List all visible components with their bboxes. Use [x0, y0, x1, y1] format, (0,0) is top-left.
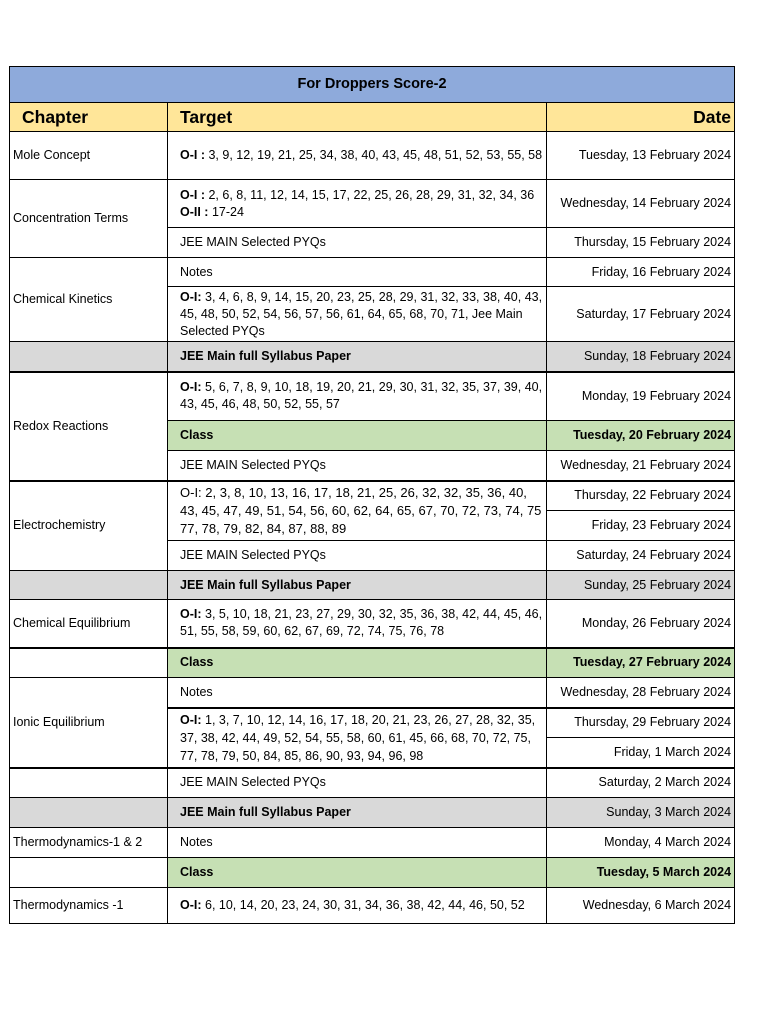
- chapter-cell: Ionic Equilibrium: [10, 678, 168, 768]
- target-text: 17-24: [208, 204, 244, 219]
- date-cell: Wednesday, 14 February 2024: [547, 180, 735, 228]
- target-text: 3, 4, 6, 8, 9, 14, 15, 20, 23, 25, 28, 29, 31, 32, 33, 38, 40, 43, 45, 48, 50, 52, 54, 56, 57, 56, 61, 64, 65, 68, 70, 71, Jee Main Selected PYQs: [180, 289, 543, 338]
- target-prefix: O-II :: [180, 204, 209, 219]
- table-row: [10, 342, 735, 372]
- date-cell: Wednesday, 28 February 2024: [547, 678, 735, 708]
- table-row: [10, 600, 735, 648]
- target-prefix: O-I:: [180, 607, 202, 622]
- date-cell: Tuesday, 5 March 2024: [547, 858, 735, 888]
- date-cell: Thursday, 29 February 2024: [547, 708, 735, 738]
- date-cell: Sunday, 3 March 2024: [547, 798, 735, 828]
- table-row: [10, 888, 735, 924]
- target-prefix: O-I :: [180, 187, 205, 202]
- table-row: [10, 571, 735, 600]
- chapter-cell: [10, 858, 168, 888]
- header-chapter: Chapter: [10, 103, 168, 132]
- date-cell: Friday, 23 February 2024: [547, 511, 735, 541]
- target-text: 5, 6, 7, 8, 9, 10, 18, 19, 20, 21, 29, 30, 31, 32, 35, 37, 39, 40, 43, 45, 46, 48, 50, 52, 55, 57: [180, 380, 543, 412]
- target-cell: [168, 600, 547, 648]
- target-cell: [168, 708, 547, 768]
- date-cell: Wednesday, 6 March 2024: [547, 888, 735, 924]
- chapter-cell: Concentration Terms: [10, 180, 168, 258]
- table-row: [10, 258, 735, 287]
- target-cell: [168, 888, 547, 924]
- header-row: [10, 103, 735, 132]
- target-cell: Notes: [168, 828, 547, 858]
- date-cell: Tuesday, 27 February 2024: [547, 648, 735, 678]
- target-cell: JEE MAIN Selected PYQs: [168, 228, 547, 258]
- table-row: [10, 858, 735, 888]
- chapter-cell: Thermodynamics -1: [10, 888, 168, 924]
- target-prefix: O-I:: [180, 712, 202, 727]
- target-text: 3, 9, 12, 19, 21, 25, 34, 38, 40, 43, 45, 48, 51, 52, 53, 55, 58: [205, 148, 543, 162]
- date-cell: Sunday, 25 February 2024: [547, 571, 735, 600]
- target-text: 6, 10, 14, 20, 23, 24, 30, 31, 34, 36, 38, 42, 44, 46, 50, 52: [201, 898, 525, 912]
- date-cell: Saturday, 24 February 2024: [547, 541, 735, 571]
- date-cell: Monday, 26 February 2024: [547, 600, 735, 648]
- date-cell: Saturday, 2 March 2024: [547, 768, 735, 798]
- date-cell: Wednesday, 21 February 2024: [547, 451, 735, 481]
- target-cell: Notes: [168, 678, 547, 708]
- schedule-table: [9, 66, 735, 924]
- table-row: [10, 481, 735, 511]
- target-text: 1, 3, 7, 10, 12, 14, 16, 17, 18, 20, 21, 23, 26, 27, 28, 32, 35, 37, 38, 42, 44, 49, 52, 54, 55, 58, 60, 61, 45, 66, 68, 70, 72, 75, 77, 78, 79, 50, 84, 85, 86, 90, 93, 94, 96, 98: [180, 712, 536, 763]
- chapter-cell: Redox Reactions: [10, 372, 168, 481]
- target-cell: Notes: [168, 258, 547, 287]
- date-cell: Tuesday, 13 February 2024: [547, 132, 735, 180]
- date-cell: Tuesday, 20 February 2024: [547, 421, 735, 451]
- chapter-cell: [10, 571, 168, 600]
- target-prefix: O-I:: [180, 380, 202, 395]
- date-cell: Thursday, 15 February 2024: [547, 228, 735, 258]
- table-row: [10, 678, 735, 708]
- target-cell: Class: [168, 421, 547, 451]
- target-cell: JEE MAIN Selected PYQs: [168, 768, 547, 798]
- target-cell: [168, 132, 547, 180]
- target-cell: JEE Main full Syllabus Paper: [168, 571, 547, 600]
- target-cell: JEE Main full Syllabus Paper: [168, 798, 547, 828]
- date-cell: Friday, 1 March 2024: [547, 738, 735, 768]
- chapter-cell: [10, 798, 168, 828]
- target-prefix: O-I:: [180, 289, 202, 304]
- target-cell: [168, 287, 547, 342]
- table-row: [10, 372, 735, 421]
- header-date: Date: [547, 103, 735, 132]
- chapter-cell: Mole Concept: [10, 132, 168, 180]
- target-text: 3, 5, 10, 18, 21, 23, 27, 29, 30, 32, 35, 36, 38, 42, 44, 45, 46, 51, 55, 58, 59, 60, 62, 67, 69, 72, 74, 75, 76, 78: [180, 607, 543, 639]
- target-cell: O-I: 2, 3, 8, 10, 13, 16, 17, 18, 21, 25, 26, 32, 32, 35, 36, 40, 43, 45, 47, 49, 51, 54, 56, 60, 62, 64, 65, 67, 70, 72, 73, 74, 75 77, 78, 79, 82, 84, 87, 88, 89: [168, 481, 547, 541]
- chapter-cell: Thermodynamics-1 & 2: [10, 828, 168, 858]
- chapter-cell: [10, 648, 168, 678]
- table-title: For Droppers Score-2: [10, 67, 735, 103]
- date-cell: Monday, 4 March 2024: [547, 828, 735, 858]
- chapter-cell: [10, 768, 168, 798]
- target-cell: JEE MAIN Selected PYQs: [168, 541, 547, 571]
- header-target: Target: [168, 103, 547, 132]
- chapter-cell: [10, 342, 168, 372]
- table-row: [10, 828, 735, 858]
- target-cell: JEE Main full Syllabus Paper: [168, 342, 547, 372]
- target-text: 2, 6, 8, 11, 12, 14, 15, 17, 22, 25, 26, 28, 29, 31, 32, 34, 36: [205, 187, 535, 202]
- chapter-cell: Electrochemistry: [10, 481, 168, 571]
- date-cell: Monday, 19 February 2024: [547, 372, 735, 421]
- date-cell: Friday, 16 February 2024: [547, 258, 735, 287]
- target-cell: Class: [168, 858, 547, 888]
- table-row: [10, 648, 735, 678]
- table-row: [10, 180, 735, 228]
- date-cell: Thursday, 22 February 2024: [547, 481, 735, 511]
- date-cell: Sunday, 18 February 2024: [547, 342, 735, 372]
- chapter-cell: Chemical Equilibrium: [10, 600, 168, 648]
- target-prefix: O-I :: [180, 148, 205, 162]
- target-cell: [168, 372, 547, 421]
- table-row: [10, 798, 735, 828]
- target-cell: Class: [168, 648, 547, 678]
- target-prefix: O-I:: [180, 898, 202, 912]
- table-row: [10, 768, 735, 798]
- table-row: [10, 132, 735, 180]
- chapter-cell: Chemical Kinetics: [10, 258, 168, 342]
- target-cell: [168, 180, 547, 228]
- date-cell: Saturday, 17 February 2024: [547, 287, 735, 342]
- target-cell: JEE MAIN Selected PYQs: [168, 451, 547, 481]
